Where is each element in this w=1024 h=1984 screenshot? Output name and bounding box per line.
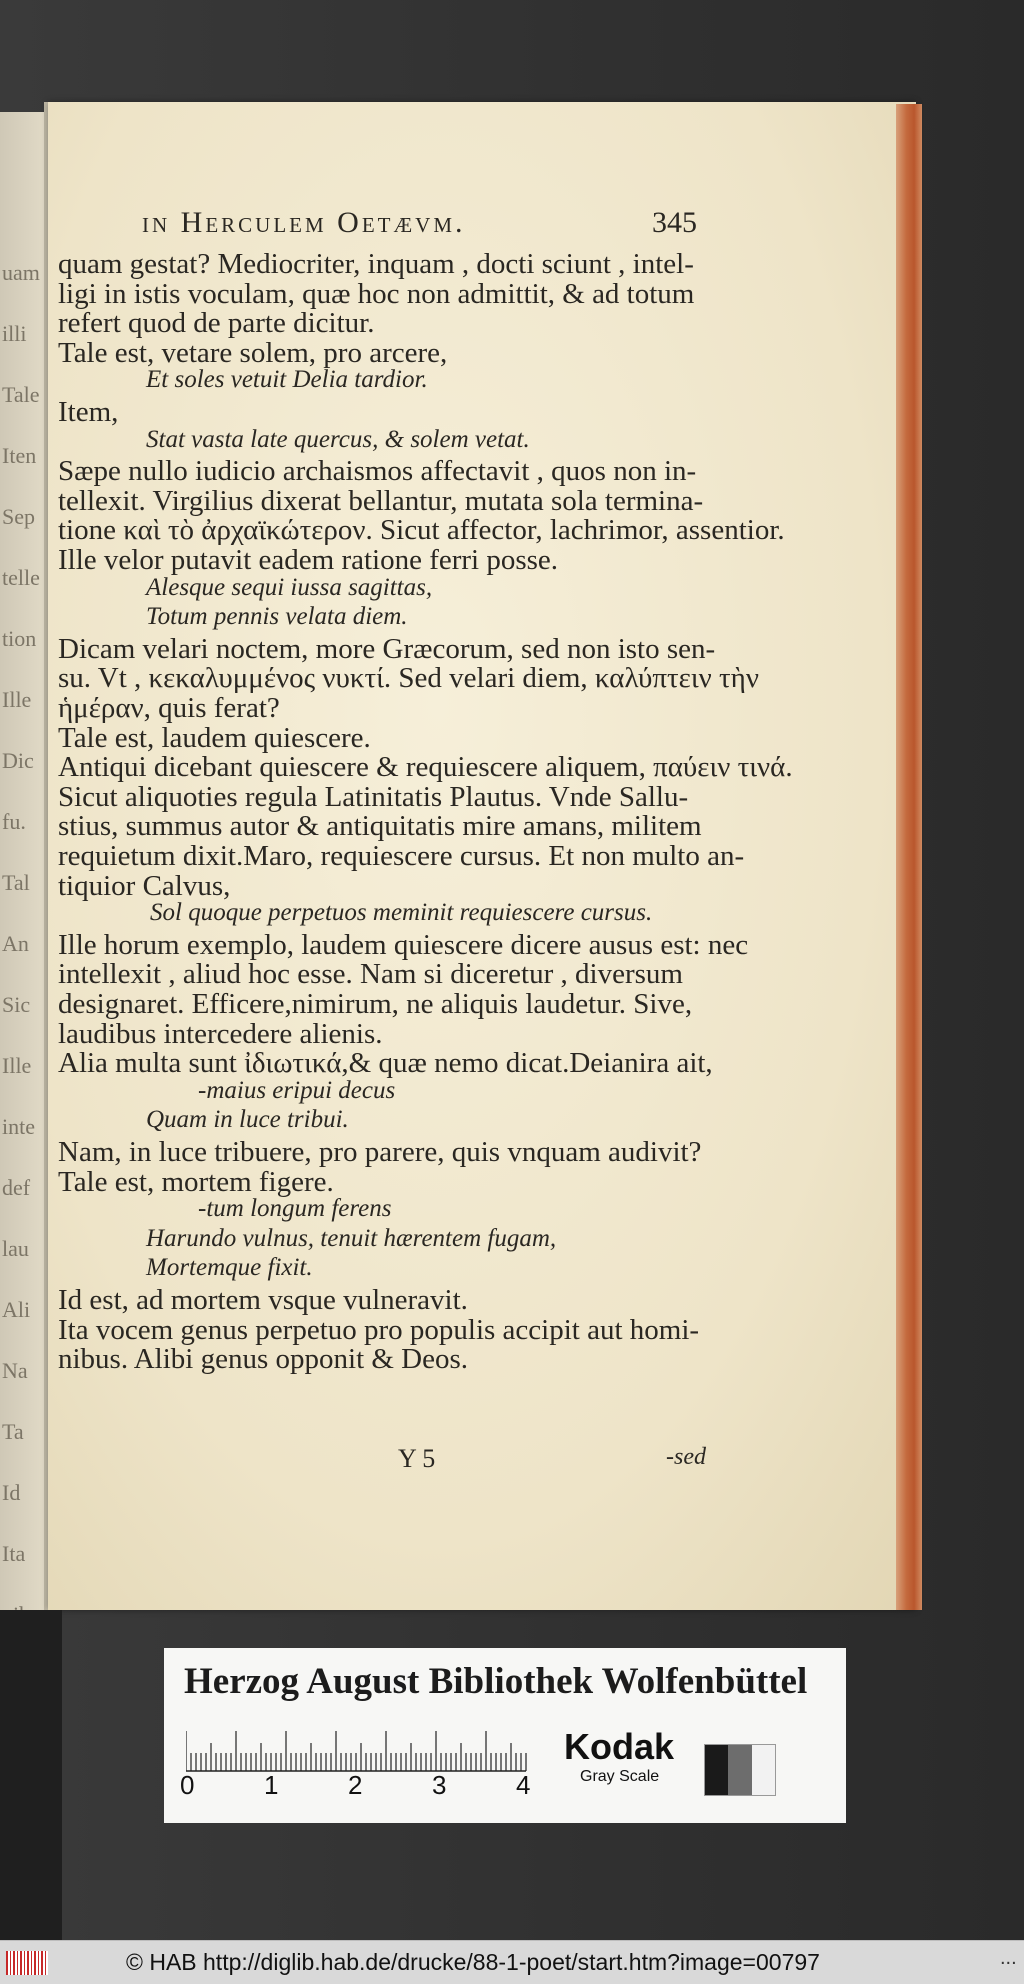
previous-page-fragment: An — [2, 931, 29, 956]
verse-line: Harundo vulnus, tenuit hærentem fugam, — [146, 1224, 557, 1252]
previous-page-fragment: telle — [2, 565, 40, 590]
library-name: Herzog August Bibliothek Wolfenbüttel — [184, 1661, 808, 1702]
catchword: -sed — [666, 1444, 706, 1470]
text-line: intellexit , aliud hoc esse. Nam si diceretur , diversum — [58, 958, 683, 991]
previous-page-fragment: Iten — [2, 443, 37, 468]
text-line: Item, — [58, 396, 119, 428]
text-line: Tale est, laudem quiescere. — [58, 721, 371, 754]
previous-page-fragment: tion — [2, 626, 37, 651]
previous-page-fragment: fu. — [2, 809, 26, 834]
text-line: Alia multa sunt ἰδιωτικά,& quæ nemo dicat.Deianira ait, — [58, 1047, 713, 1080]
binding-strip — [0, 1610, 62, 1940]
page-number: 345 — [652, 206, 697, 239]
previous-page-fragment: lau — [2, 1236, 29, 1261]
text-line: Dicam velari noctem, more Græcorum, sed non isto sen- — [58, 632, 716, 665]
ruler-scale — [186, 1726, 546, 1784]
kodak-logo: Kodak — [564, 1726, 675, 1767]
previous-page-fragment: illi — [2, 321, 27, 346]
previous-page-fragment: inte — [2, 1114, 35, 1139]
text-line: requietum dixit.Maro, requiescere cursus. Et non multo an- — [58, 840, 745, 872]
text-line: tione καὶ τὸ ἀρχαϊκώτερον. Sicut affector, lachrimor, assentior. — [58, 514, 785, 547]
previous-page-fragment: Tal — [2, 870, 30, 895]
ruler-number: 0 — [180, 1770, 195, 1800]
gray-scale-label: Gray Scale — [580, 1768, 660, 1785]
previous-page-fragment: Ali — [2, 1297, 31, 1322]
text-line: ligi in istis voculam, quæ hoc non admittit, & ad totum — [58, 277, 695, 310]
ruler-number: 2 — [348, 1770, 363, 1800]
text-line: Id est, ad mortem vsque vulneravit. — [58, 1284, 468, 1316]
ruler-number: 3 — [432, 1770, 447, 1800]
text-line: designaret. Efficere,nimirum, ne aliquis laudetur. Sive, — [58, 988, 693, 1020]
verse-line: Sol quoque perpetuos meminit requiescere cursus. — [150, 899, 653, 927]
text-line: tiquior Calvus, — [58, 869, 231, 902]
verse-line: Quam in luce tribui. — [146, 1106, 349, 1134]
text-line: Nam, in luce tribuere, pro parere, quis vnquam audivit? — [58, 1136, 702, 1168]
ruler-number: 1 — [264, 1770, 279, 1800]
text-line: Tale est, vetare solem, pro arcere, — [58, 336, 448, 369]
text-line: tellexit. Virgilius dixerat bellantur, mutata sola termina- — [58, 484, 704, 517]
text-line: Sæpe nullo iudicio archaismos affectavit , quos non in- — [58, 455, 697, 488]
signature-mark: Y 5 — [398, 1444, 436, 1473]
previous-page-fragment: uam — [2, 260, 40, 285]
gray-swatch — [704, 1744, 776, 1796]
text-line: Antiqui dicebant quiescere & requiescere aliquem, παύειν τινά. — [58, 751, 793, 784]
text-line: quam gestat? Mediocriter, inquam , docti sciunt , intel- — [58, 248, 694, 280]
verse-line: Totum pennis velata diem. — [146, 603, 408, 631]
previous-page-fragment: Sic — [2, 992, 31, 1017]
previous-page-fragment: Dic — [2, 748, 34, 773]
verse-line: Alesque sequi iussa sagittas, — [146, 573, 433, 601]
text-line: Ille horum exemplo, laudem quiescere dicere ausus est: nec — [58, 928, 749, 961]
verse-line: Stat vasta late quercus, & solem vetat. — [146, 425, 530, 453]
verse-line: -tum longum ferens — [198, 1195, 392, 1223]
text-line: Ita vocem genus perpetuo pro populis accipit aut homi- — [58, 1313, 700, 1346]
more-icon[interactable]: ... — [1000, 1947, 1017, 1969]
previous-page-fragment: Tale — [2, 382, 40, 407]
source-link[interactable]: © HAB http://diglib.hab.de/drucke/88-1-poet/start.htm?image=00797 — [126, 1949, 820, 1975]
library-color-card — [164, 1648, 846, 1823]
hab-logo-icon — [6, 1951, 48, 1975]
page-edge-red — [896, 104, 922, 1610]
previous-page-fragment: Ita — [2, 1541, 26, 1566]
previous-page-fragment: Ille — [2, 1053, 32, 1078]
previous-page-fragment: Ta — [2, 1419, 24, 1444]
previous-page-fragment: def — [2, 1175, 31, 1200]
text-line: refert quod de parte dicitur. — [58, 307, 375, 340]
text-line: ἡμέραν, quis ferat? — [58, 692, 280, 724]
ruler-number: 4 — [516, 1770, 531, 1800]
text-line: laudibus intercedere alienis. — [58, 1017, 383, 1050]
previous-page-fragment: Sep — [2, 504, 35, 529]
previous-page-fragment: Na — [2, 1358, 28, 1383]
previous-page-fragment: Id — [2, 1480, 21, 1505]
verse-line: Et soles vetuit Delia tardior. — [146, 366, 428, 394]
previous-page-fragment: Ille — [2, 687, 32, 712]
text-line: Ille velor putavit eadem ratione ferri posse. — [58, 544, 559, 576]
text-line: stius, summus autor & antiquitatis mire amans, militem — [58, 810, 702, 843]
running-head: in Herculem Oetævm. — [142, 206, 466, 239]
text-line: Sicut aliquoties regula Latinitatis Plautus. Vnde Sallu- — [58, 780, 689, 813]
text-line: su. Vt , κεκαλυμμένος νυκτί. Sed velari diem, καλύπτειν τὴν — [58, 662, 759, 695]
text-line: Tale est, mortem figere. — [58, 1165, 334, 1198]
verse-line: -maius eripui decus — [198, 1076, 396, 1104]
viewer-footer — [0, 1940, 1024, 1984]
text-line: nibus. Alibi genus opponit & Deos. — [58, 1343, 469, 1376]
verse-line: Mortemque fixit. — [146, 1254, 313, 1282]
